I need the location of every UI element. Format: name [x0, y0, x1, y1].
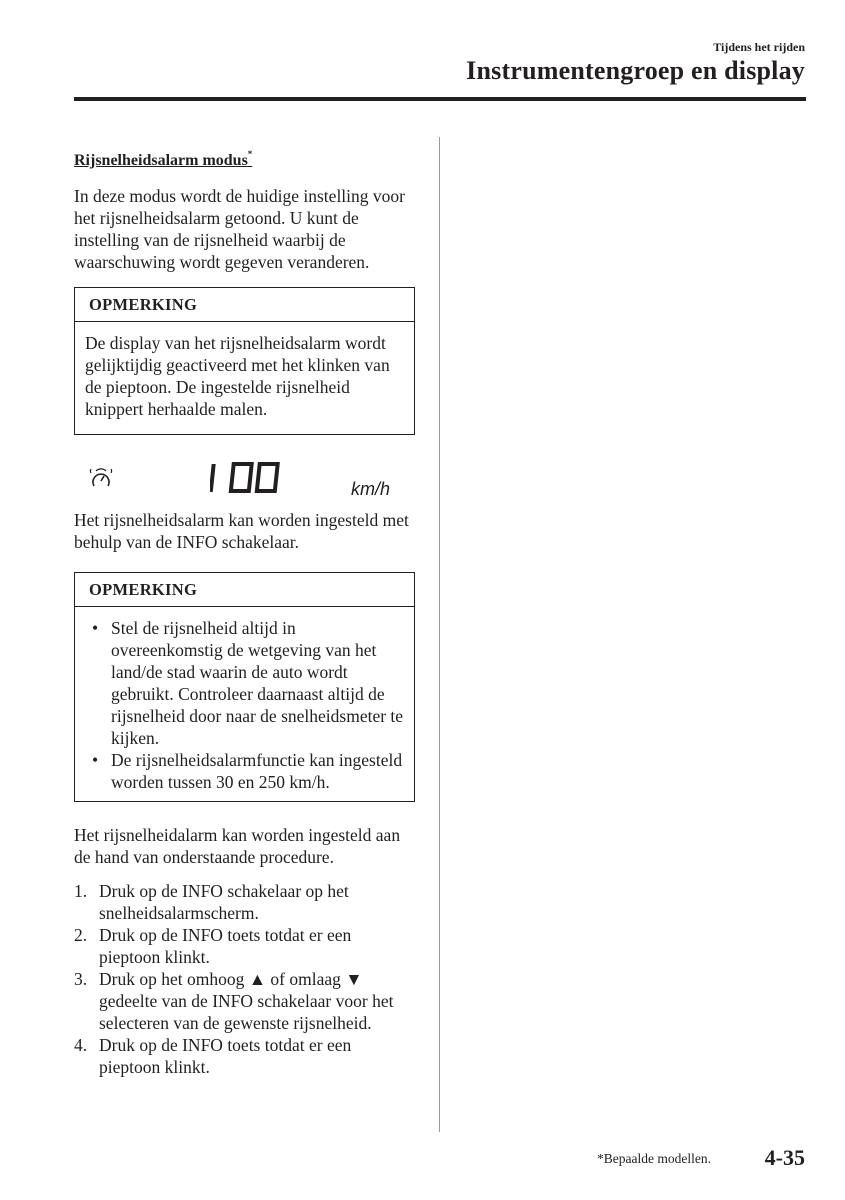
- step-text: Druk op het omhoog ▲ of omlaag ▼ gedeelte van de INFO schakelaar voor het selecteren van de gewenste rijsnelheid.: [99, 969, 394, 1033]
- page-number: 4-35: [764, 1145, 805, 1170]
- column-divider: [439, 137, 440, 1132]
- note-1-text: De display van het rijsnelheidsalarm wordt gelijktijdig geactiveerd met het klinken van de pieptoon. De ingestelde rijsnelheid knippert herhaalde malen.: [85, 333, 390, 419]
- speed-unit-label: km/h: [351, 479, 391, 499]
- section-heading-asterisk: *: [247, 149, 253, 159]
- note-body-1: [75, 322, 414, 434]
- left-column: [74, 143, 416, 1078]
- procedure-intro: Het rijsnelheidalarm kan worden ingesteld aan de hand van onderstaande procedure.: [74, 825, 401, 867]
- bullet-text: Stel de rijsnelheid altijd in overeenkomstig de wetgeving van het land/de stad waarin de auto wordt gebruikt. Controleer daarnaast altijd de rijsnelheid door naar de snelheidsmeter te kijken.: [111, 618, 404, 748]
- bullet-dot: •: [92, 750, 99, 770]
- bullet-dot: •: [92, 618, 99, 638]
- intro-paragraph: In deze modus wordt de huidige instelling voor het rijsnelheidsalarm getoond. U kunt de instelling van de rijsnelheid waarbij de waarschuwing wordt gegeven veranderen.: [74, 186, 405, 272]
- after-figure-paragraph: Het rijsnelheidsalarm kan worden ingesteld met behulp van de INFO schakelaar.: [74, 510, 409, 552]
- note-title-2: OPMERKING: [75, 573, 414, 607]
- speed-value-text: 100: [210, 461, 212, 462]
- section-heading-text: Rijsnelheidsalarm modus: [74, 152, 248, 169]
- note-2-bullets: [85, 617, 404, 793]
- note-box-1: [74, 287, 415, 435]
- step-item: [74, 924, 416, 968]
- procedure-steps: [74, 880, 416, 1078]
- note-title-1: OPMERKING: [75, 288, 414, 322]
- header-rule: [74, 97, 806, 101]
- step-item: [74, 1034, 416, 1078]
- speed-alarm-display-figure: [74, 461, 416, 509]
- bullet-text: De rijsnelheidsalarmfunctie kan ingesteld worden tussen 30 en 250 km/h.: [111, 750, 403, 792]
- step-number: 3.: [74, 969, 88, 989]
- note-body-2: [75, 607, 414, 801]
- footer-footnote: *Bepaalde modellen.: [597, 1151, 711, 1166]
- bullet-item: [87, 749, 404, 793]
- step-number: 4.: [74, 1035, 88, 1055]
- speed-alarm-icon: [88, 467, 114, 489]
- step-text: Druk op de INFO schakelaar op het snelheidsalarmscherm.: [99, 881, 349, 923]
- header-section-label: Tijdens het rijden: [713, 40, 805, 54]
- step-item: [74, 968, 416, 1034]
- step-number: 1.: [74, 881, 88, 901]
- section-heading: [74, 143, 416, 172]
- bullet-item: [87, 617, 404, 749]
- speed-value-segment-display: [210, 461, 282, 495]
- step-text: Druk op de INFO toets totdat er een pieptoon klinkt.: [99, 925, 352, 967]
- step-item: [74, 880, 416, 924]
- step-text: Druk op de INFO toets totdat er een pieptoon klinkt.: [99, 1035, 352, 1077]
- step-number: 2.: [74, 925, 88, 945]
- note-box-2: [74, 572, 415, 802]
- page-title: Instrumentengroep en display: [466, 56, 805, 85]
